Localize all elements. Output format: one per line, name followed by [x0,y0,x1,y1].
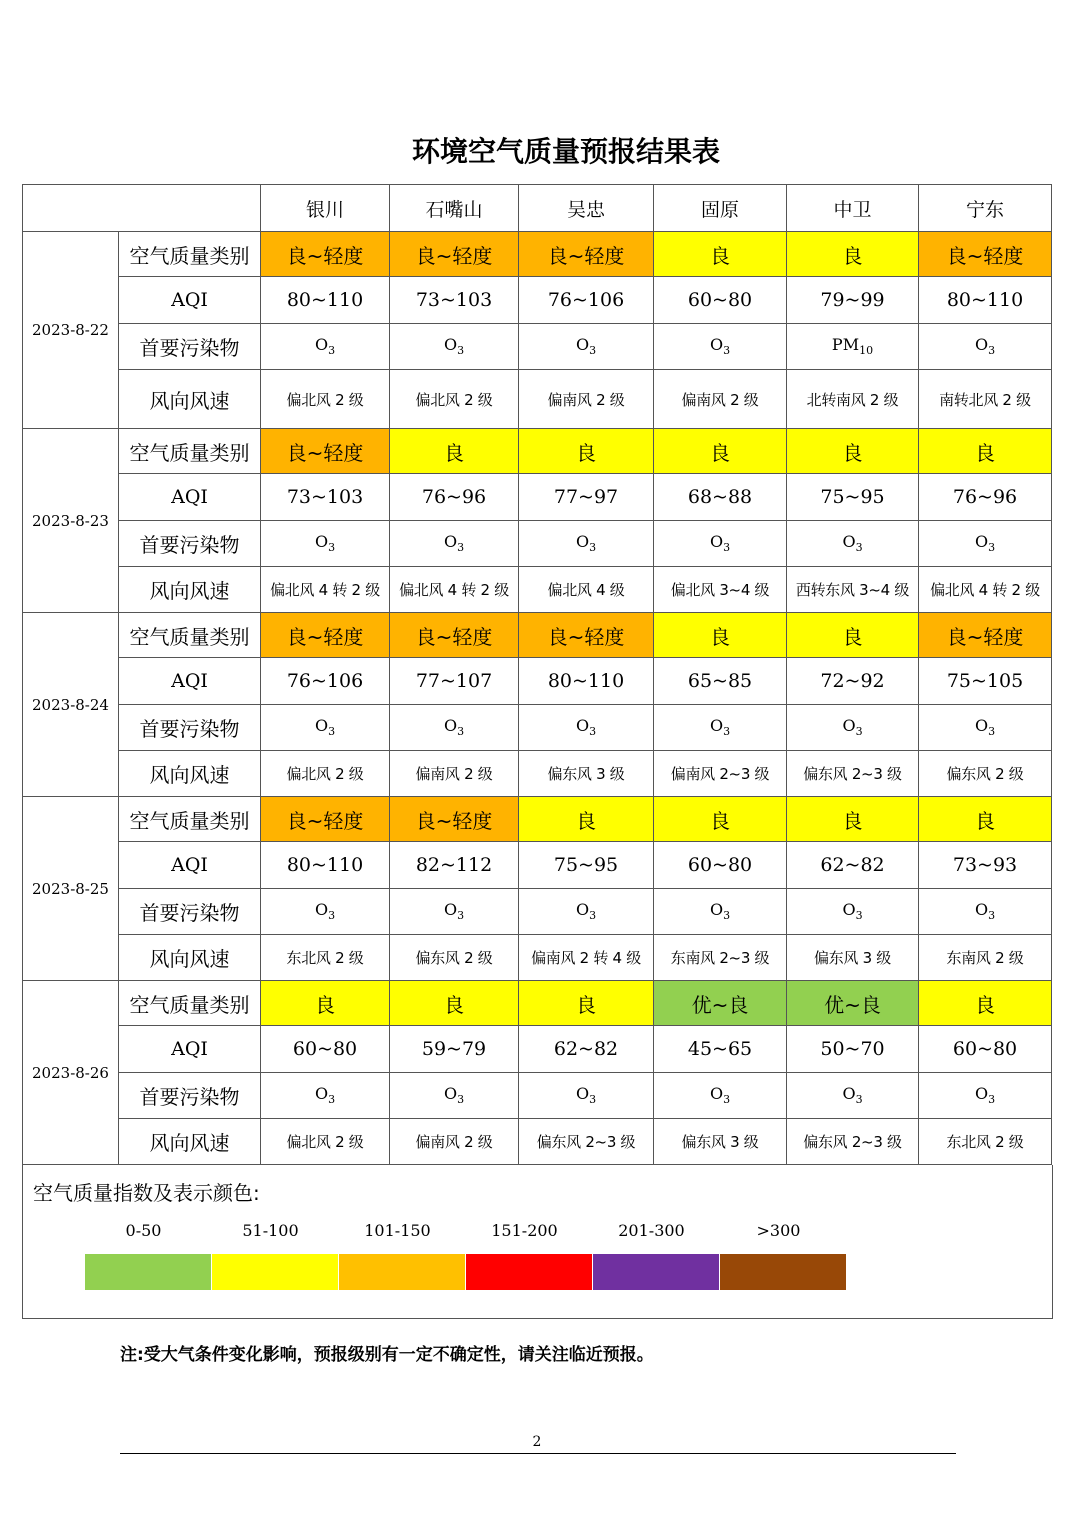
pollutant-name: O [314,716,329,736]
pollutant-name: O [842,1084,856,1104]
pollutant-cell [261,521,390,567]
wind-cell: 偏南风 2 级 [654,370,787,429]
row-label-aqi: AQI [119,842,261,889]
aqi-cell: 76~96 [390,474,519,521]
pollutant-name: O [443,716,458,736]
aqi-cell: 80~110 [261,842,390,889]
pollutant-name: O [842,532,856,552]
wind-cell: 东北风 2 级 [261,935,390,981]
page-number: 2 [532,1434,542,1450]
aqi-cell: 73~103 [261,474,390,521]
category-cell: 优~良 [654,981,787,1026]
legend-range-label: 151-200 [491,1221,558,1240]
pollutant-name: O [575,335,590,355]
pollutant-subscript: 3 [589,725,597,739]
legend-range-label: 201-300 [618,1221,685,1240]
category-cell: 良~轻度 [261,232,390,277]
aqi-row [23,1026,1052,1073]
forecast-table [22,184,1052,1165]
pollutant-cell [390,521,519,567]
pollutant-row [23,889,1052,935]
wind-cell: 偏北风 3~4 级 [654,567,787,613]
city-header: 宁东 [919,185,1052,232]
pollutant-subscript: 3 [457,909,465,923]
pollutant-name: O [709,900,724,920]
date-cell: 2023-8-26 [23,981,119,1165]
row-label-wind: 风向风速 [119,567,261,613]
aqi-cell: 60~80 [261,1026,390,1073]
wind-cell: 偏北风 4 转 2 级 [261,567,390,613]
pollutant-subscript: 3 [589,541,597,555]
city-header: 石嘴山 [390,185,519,232]
wind-cell: 偏北风 2 级 [261,370,390,429]
legend-range-label: 51-100 [242,1221,299,1240]
aqi-cell: 65~85 [654,658,787,705]
pollutant-name: O [974,1084,989,1104]
pollutant-cell [787,324,919,370]
aqi-cell: 76~106 [519,277,654,324]
pollutant-row [23,324,1052,370]
pollutant-row [23,705,1052,751]
row-label-aqi: AQI [119,658,261,705]
pollutant-name: O [842,716,856,736]
footer-divider [120,1453,956,1454]
wind-cell: 南转北风 2 级 [919,370,1052,429]
wind-row [23,1119,1052,1165]
pollutant-subscript: 3 [457,1093,465,1107]
pollutant-subscript: 3 [988,725,996,739]
aqi-cell: 76~106 [261,658,390,705]
pollutant-cell [919,1073,1052,1119]
legend-color-swatch [212,1254,338,1290]
pollutant-name: O [314,1084,329,1104]
wind-row [23,935,1052,981]
aqi-legend [22,1165,1053,1319]
pollutant-cell [654,521,787,567]
category-cell: 良 [919,981,1052,1026]
pollutant-subscript: 3 [988,909,996,923]
aqi-cell: 59~79 [390,1026,519,1073]
date-cell: 2023-8-25 [23,797,119,981]
pollutant-cell [787,889,919,935]
pollutant-cell [919,889,1052,935]
category-row [23,232,1052,277]
pollutant-subscript: 3 [855,541,863,555]
category-row [23,613,1052,658]
aqi-cell: 80~110 [519,658,654,705]
pollutant-subscript: 3 [988,541,996,555]
category-cell: 良 [261,981,390,1026]
pollutant-subscript: 3 [855,725,863,739]
row-label-pollutant: 首要污染物 [119,521,261,567]
wind-cell: 西转东风 3~4 级 [787,567,919,613]
wind-row [23,751,1052,797]
row-label-pollutant: 首要污染物 [119,324,261,370]
pollutant-row [23,1073,1052,1119]
aqi-cell: 80~110 [919,277,1052,324]
pollutant-subscript: 3 [328,1093,336,1107]
aqi-cell: 76~96 [919,474,1052,521]
forecast-note: 注:受大气条件变化影响，预报级别有一定不确定性，请关注临近预报。 [120,1345,654,1365]
pollutant-subscript: 3 [723,541,731,555]
pollutant-cell [519,324,654,370]
wind-cell: 偏北风 4 转 2 级 [919,567,1052,613]
aqi-cell: 77~107 [390,658,519,705]
pollutant-cell [787,521,919,567]
pollutant-name: O [443,335,458,355]
legend-range-label: 101-150 [364,1221,431,1240]
pollutant-cell [787,705,919,751]
aqi-row [23,277,1052,324]
aqi-cell: 60~80 [654,842,787,889]
row-label-wind: 风向风速 [119,1119,261,1165]
wind-cell: 偏北风 2 级 [261,751,390,797]
wind-row [23,370,1052,429]
wind-cell: 偏北风 2 级 [390,370,519,429]
aqi-cell: 75~105 [919,658,1052,705]
pollutant-name: O [709,1084,724,1104]
wind-cell: 偏东风 3 级 [654,1119,787,1165]
wind-cell: 偏东风 2~3 级 [787,1119,919,1165]
row-label-aqi: AQI [119,1026,261,1073]
aqi-cell: 82~112 [390,842,519,889]
pollutant-subscript: 3 [855,909,863,923]
pollutant-subscript: 10 [859,344,874,358]
pollutant-subscript: 3 [988,344,996,358]
city-header: 吴忠 [519,185,654,232]
legend-title: 空气质量指数及表示颜色: [33,1181,260,1205]
pollutant-cell [654,1073,787,1119]
wind-cell: 偏北风 4 级 [519,567,654,613]
aqi-cell: 62~82 [787,842,919,889]
pollutant-row [23,521,1052,567]
wind-cell: 偏北风 4 转 2 级 [390,567,519,613]
pollutant-name: O [974,532,989,552]
aqi-cell: 68~88 [654,474,787,521]
pollutant-cell [919,324,1052,370]
pollutant-cell [519,889,654,935]
wind-cell: 偏东风 2 级 [390,935,519,981]
row-label-aqi: AQI [119,277,261,324]
category-cell: 良~轻度 [919,613,1052,658]
pollutant-cell [390,1073,519,1119]
category-cell: 良 [390,429,519,474]
row-label-category: 空气质量类别 [119,613,261,658]
pollutant-cell [654,705,787,751]
pollutant-cell [261,705,390,751]
wind-cell: 偏南风 2 级 [390,1119,519,1165]
pollutant-name: O [842,900,856,920]
pollutant-cell [390,889,519,935]
legend-range-label: >300 [756,1221,801,1240]
date-cell: 2023-8-23 [23,429,119,613]
wind-cell: 北转南风 2 级 [787,370,919,429]
pollutant-subscript: 3 [589,344,597,358]
pollutant-name: O [575,716,590,736]
pollutant-name: PM [831,335,860,355]
category-cell: 优~良 [787,981,919,1026]
pollutant-name: O [974,900,989,920]
category-row [23,797,1052,842]
pollutant-name: O [314,532,329,552]
row-label-wind: 风向风速 [119,370,261,429]
category-cell: 良 [519,429,654,474]
pollutant-cell [261,889,390,935]
category-cell: 良~轻度 [390,232,519,277]
aqi-cell: 60~80 [654,277,787,324]
legend-color-swatch [720,1254,846,1290]
category-cell: 良 [390,981,519,1026]
category-cell: 良 [519,797,654,842]
row-label-category: 空气质量类别 [119,981,261,1026]
pollutant-name: O [314,900,329,920]
wind-cell: 偏北风 2 级 [261,1119,390,1165]
pollutant-cell [519,705,654,751]
aqi-cell: 62~82 [519,1026,654,1073]
pollutant-cell [919,705,1052,751]
pollutant-cell [519,521,654,567]
aqi-cell: 50~70 [787,1026,919,1073]
pollutant-subscript: 3 [589,909,597,923]
pollutant-cell [390,705,519,751]
wind-cell: 偏南风 2 转 4 级 [519,935,654,981]
row-label-aqi: AQI [119,474,261,521]
pollutant-name: O [709,716,724,736]
city-header: 固原 [654,185,787,232]
row-label-pollutant: 首要污染物 [119,1073,261,1119]
aqi-cell: 77~97 [519,474,654,521]
row-label-pollutant: 首要污染物 [119,889,261,935]
pollutant-subscript: 3 [328,909,336,923]
legend-color-swatch [85,1254,211,1290]
category-row [23,981,1052,1026]
category-cell: 良~轻度 [261,613,390,658]
category-cell: 良~轻度 [261,429,390,474]
legend-range-label: 0-50 [125,1221,162,1240]
category-cell: 良 [654,797,787,842]
wind-row [23,567,1052,613]
category-cell: 良 [787,232,919,277]
legend-color-swatch [466,1254,592,1290]
category-cell: 良 [654,232,787,277]
pollutant-subscript: 3 [328,725,336,739]
pollutant-name: O [709,532,724,552]
aqi-row [23,658,1052,705]
aqi-row [23,474,1052,521]
pollutant-cell [654,889,787,935]
aqi-cell: 73~93 [919,842,1052,889]
pollutant-subscript: 3 [723,1093,731,1107]
pollutant-cell [261,1073,390,1119]
page-title: 环境空气质量预报结果表 [411,135,720,168]
pollutant-cell [919,521,1052,567]
pollutant-cell [787,1073,919,1119]
pollutant-name: O [575,1084,590,1104]
pollutant-name: O [575,532,590,552]
category-cell: 良 [787,613,919,658]
wind-cell: 东南风 2~3 级 [654,935,787,981]
category-cell: 良 [787,797,919,842]
pollutant-cell [261,324,390,370]
wind-cell: 偏南风 2 级 [519,370,654,429]
date-cell: 2023-8-22 [23,232,119,429]
aqi-cell: 45~65 [654,1026,787,1073]
row-label-wind: 风向风速 [119,935,261,981]
category-cell: 良 [919,797,1052,842]
pollutant-name: O [443,900,458,920]
pollutant-subscript: 3 [723,344,731,358]
pollutant-cell [519,1073,654,1119]
pollutant-name: O [974,716,989,736]
wind-cell: 偏东风 2~3 级 [519,1119,654,1165]
row-label-category: 空气质量类别 [119,232,261,277]
pollutant-subscript: 3 [457,541,465,555]
pollutant-name: O [709,335,724,355]
pollutant-subscript: 3 [723,725,731,739]
category-cell: 良~轻度 [390,797,519,842]
pollutant-subscript: 3 [328,344,336,358]
corner-cell [23,185,261,232]
category-cell: 良 [654,429,787,474]
pollutant-subscript: 3 [328,541,336,555]
pollutant-subscript: 3 [988,1093,996,1107]
wind-cell: 偏东风 3 级 [787,935,919,981]
row-label-pollutant: 首要污染物 [119,705,261,751]
pollutant-name: O [443,532,458,552]
aqi-cell: 60~80 [919,1026,1052,1073]
pollutant-cell [390,324,519,370]
category-cell: 良~轻度 [919,232,1052,277]
aqi-cell: 80~110 [261,277,390,324]
wind-cell: 偏东风 2~3 级 [787,751,919,797]
pollutant-subscript: 3 [457,344,465,358]
category-cell: 良~轻度 [261,797,390,842]
wind-cell: 偏东风 3 级 [519,751,654,797]
row-label-category: 空气质量类别 [119,429,261,474]
aqi-cell: 72~92 [787,658,919,705]
city-header-row [23,185,1052,232]
wind-cell: 东北风 2 级 [919,1119,1052,1165]
pollutant-subscript: 3 [723,909,731,923]
category-cell: 良~轻度 [390,613,519,658]
legend-color-swatch [339,1254,465,1290]
pollutant-name: O [974,335,989,355]
pollutant-name: O [575,900,590,920]
aqi-cell: 75~95 [787,474,919,521]
pollutant-name: O [443,1084,458,1104]
category-cell: 良 [919,429,1052,474]
pollutant-name: O [314,335,329,355]
city-header: 中卫 [787,185,919,232]
wind-cell: 偏南风 2 级 [390,751,519,797]
category-cell: 良~轻度 [519,613,654,658]
date-cell: 2023-8-24 [23,613,119,797]
category-cell: 良 [519,981,654,1026]
category-cell: 良 [654,613,787,658]
legend-color-swatch [593,1254,719,1290]
wind-cell: 偏东风 2 级 [919,751,1052,797]
pollutant-cell [654,324,787,370]
aqi-cell: 79~99 [787,277,919,324]
wind-cell: 东南风 2 级 [919,935,1052,981]
pollutant-subscript: 3 [855,1093,863,1107]
aqi-cell: 75~95 [519,842,654,889]
aqi-cell: 73~103 [390,277,519,324]
pollutant-subscript: 3 [457,725,465,739]
row-label-wind: 风向风速 [119,751,261,797]
row-label-category: 空气质量类别 [119,797,261,842]
wind-cell: 偏南风 2~3 级 [654,751,787,797]
category-row [23,429,1052,474]
category-cell: 良 [787,429,919,474]
pollutant-subscript: 3 [589,1093,597,1107]
aqi-row [23,842,1052,889]
category-cell: 良~轻度 [519,232,654,277]
city-header: 银川 [261,185,390,232]
